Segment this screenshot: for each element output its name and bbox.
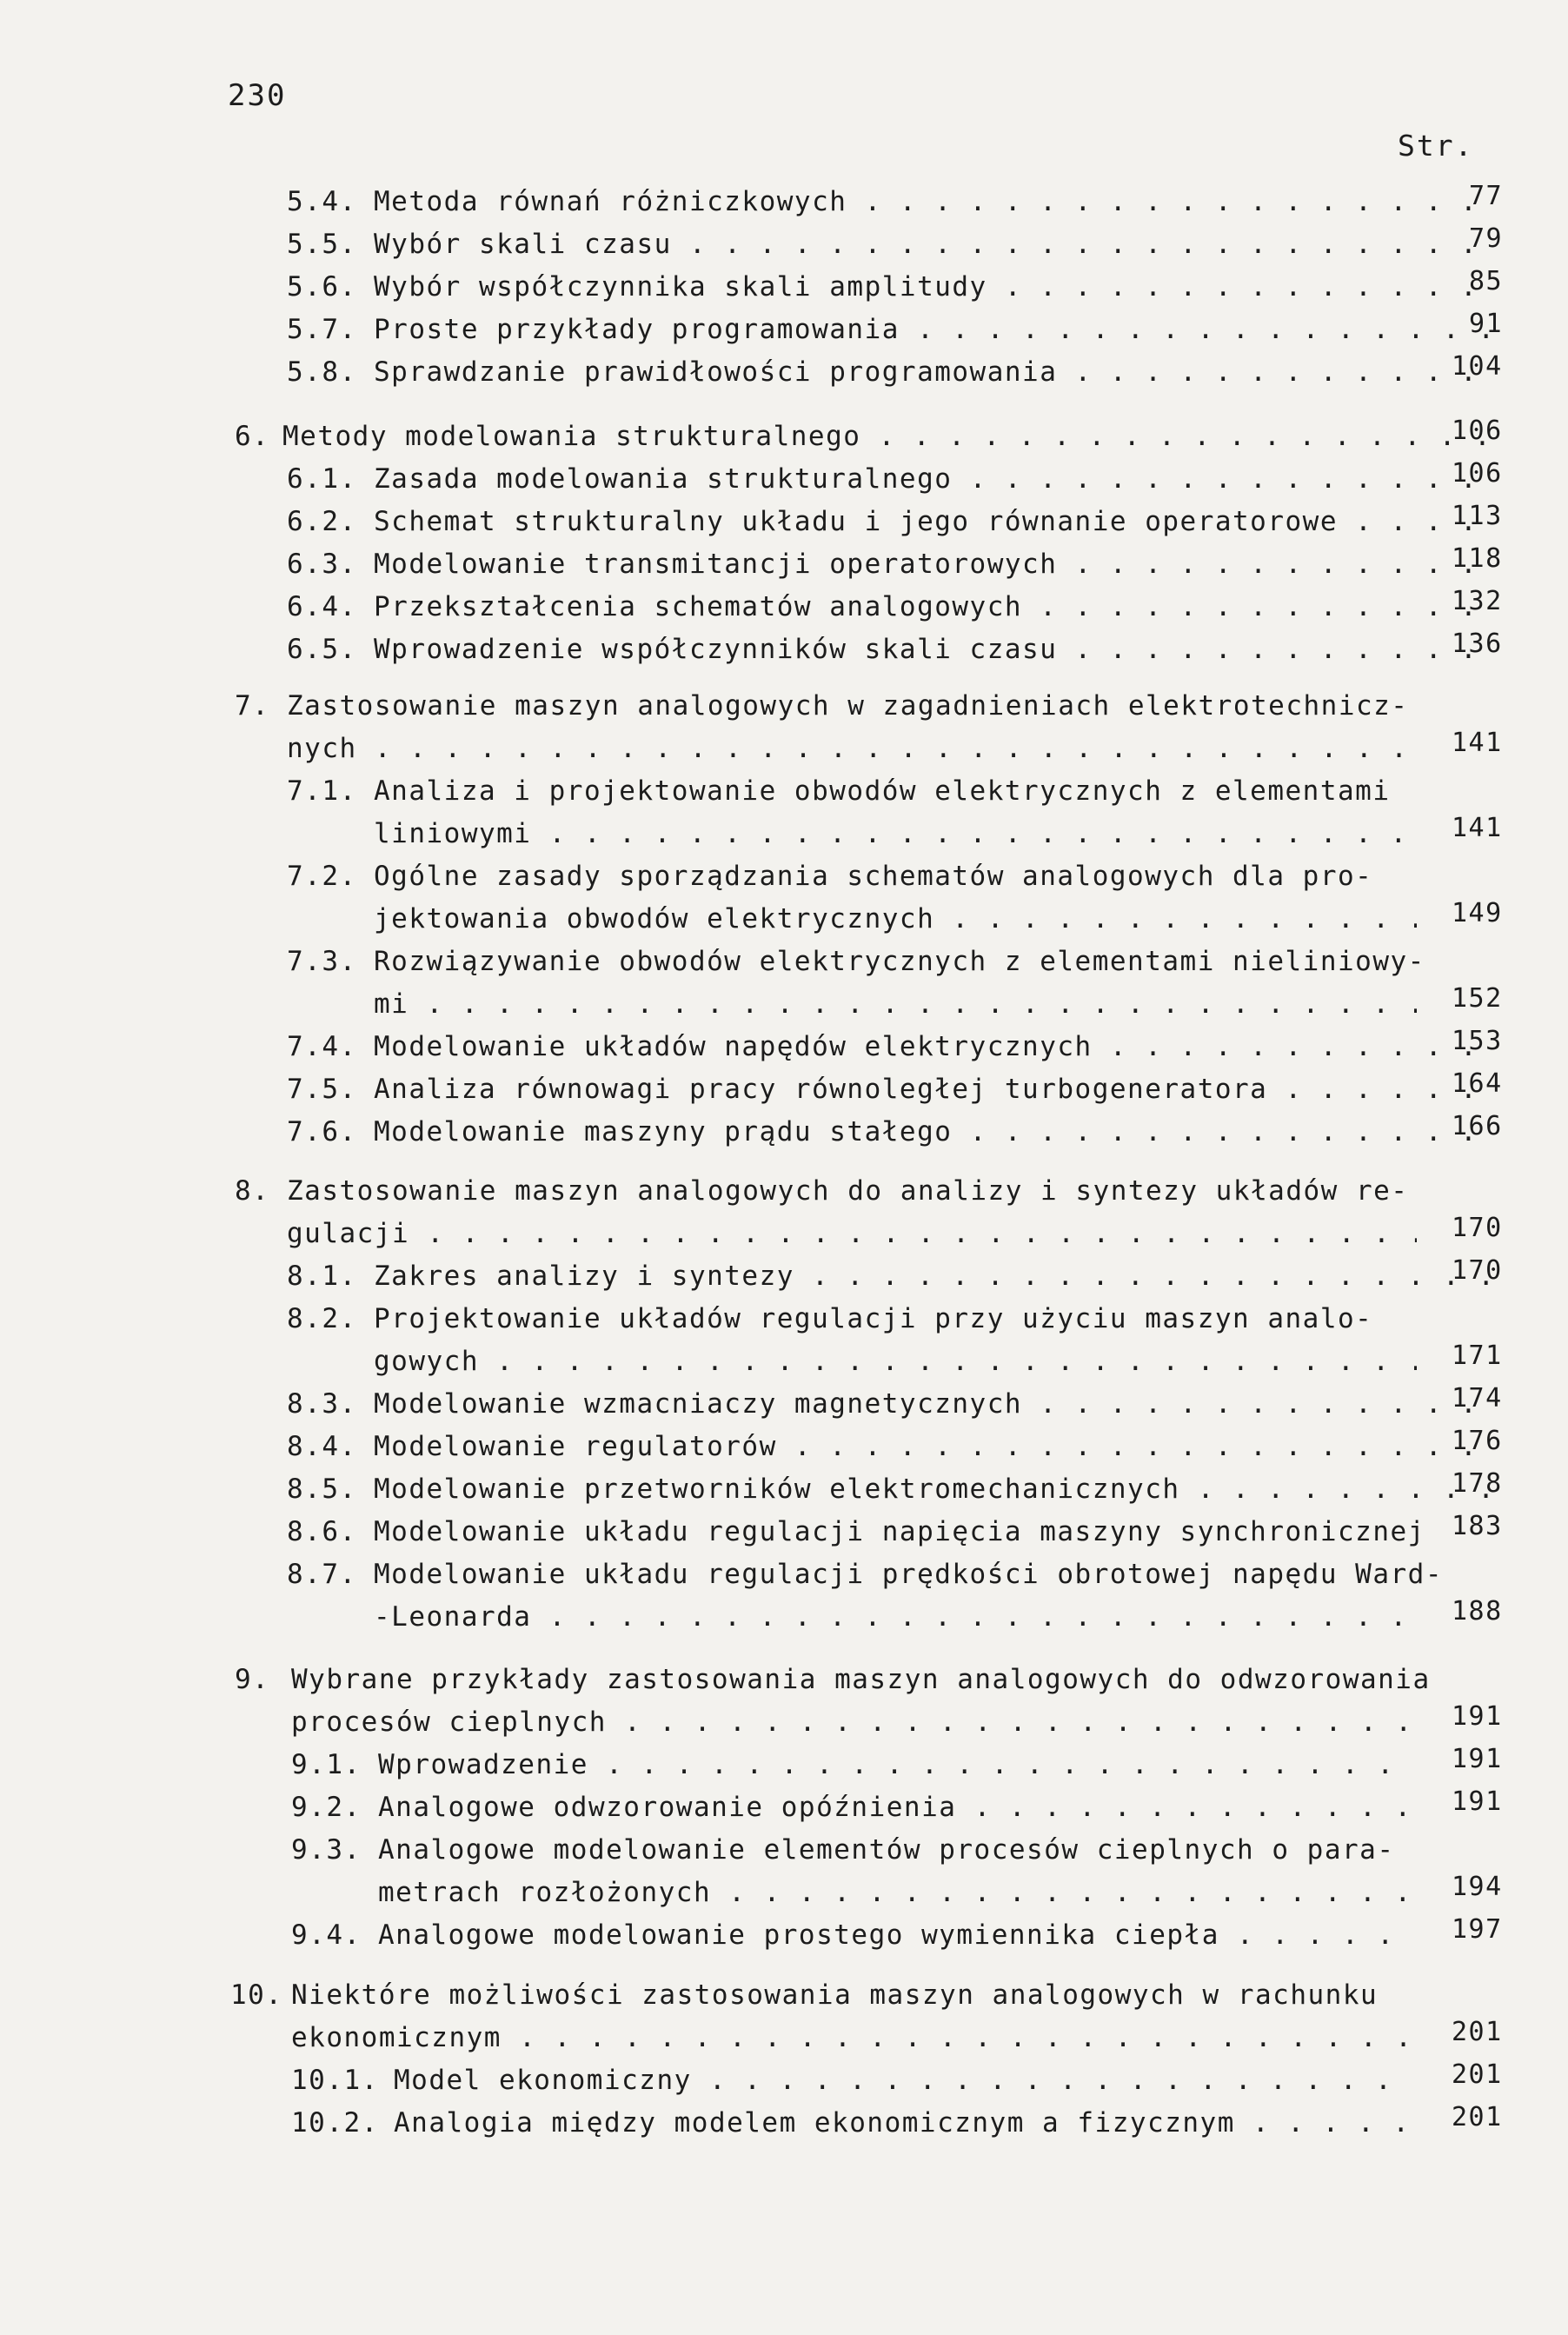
toc-entry: 8.6. Modelowanie układu regulacji napięcia maszyny synchronicznej 183 [287, 1513, 1503, 1547]
toc-entry: 6.5. Wprowadzenie współczynników skali czasu . . . 136 [287, 630, 1538, 669]
toc-entry: 8.2. Projektowanie układów regulacji przy użyciu maszyn analo- [287, 1303, 1373, 1334]
toc-entry: 8.3. Modelowanie wzmacniaczy magnetycznych . . . 174 [287, 1385, 1538, 1423]
page-number: 230 [228, 78, 287, 113]
toc-entry: 10.2. Analogia między modelem ekonomicznym a fizycznym . . . 201 [291, 2104, 1538, 2142]
toc-entry: 5.8. Sprawdzanie prawidłowości programowania . . . 104 [287, 353, 1538, 391]
toc-entry-continued: ekonomicznym . . . 201 [291, 2019, 1538, 2057]
toc-entry-continued: nych . . . 141 [287, 729, 1538, 768]
toc-entry: 5.5. Wybór skali czasu . . . 79 [287, 225, 1538, 263]
toc-entry-continued: liniowymi . . . 141 [374, 815, 1538, 853]
toc-entry: 5.7. Proste przykłady programowania . . . 91 [287, 310, 1538, 349]
toc-entry: 7.1. Analiza i projektowanie obwodów elektrycznych z elementami [287, 775, 1391, 807]
toc-entry: 8.1. Zakres analizy i syntezy . . . 170 [287, 1257, 1538, 1295]
toc-entry: 6.3. Modelowanie transmitancji operatorowych . . . 118 [287, 545, 1538, 583]
toc-entry: 6.2. Schemat strukturalny układu i jego równanie operatorowe . . . 113 [287, 502, 1538, 541]
toc-entry: 9.2. Analogowe odwzorowanie opóźnienia . . . 191 [291, 1788, 1538, 1826]
toc-entry: 9.4. Analogowe modelowanie prostego wymiennika ciepła . . . 197 [291, 1916, 1538, 1954]
toc-chapter: 6. Metody modelowania strukturalnego . . . 106 [235, 417, 1538, 456]
page-column-header: Str. [1398, 129, 1474, 163]
toc-chapter: 9. Wybrane przykłady zastosowania maszyn analogowych do odwzorowania [235, 1664, 1431, 1695]
toc-entry: 9.1. Wprowadzenie . . . 191 [291, 1746, 1538, 1784]
toc-entry: 7.6. Modelowanie maszyny prądu stałego . . . 166 [287, 1113, 1538, 1151]
toc-entry: 7.5. Analiza równowagi pracy równoległej turbogeneratora . . . 164 [287, 1070, 1538, 1108]
toc-entry-continued: -Leonarda . . . 188 [374, 1598, 1538, 1636]
toc-entry: 8.7. Modelowanie układu regulacji prędkości obrotowej napędu Ward- [287, 1559, 1443, 1590]
toc-entry: 10.1. Model ekonomiczny . . . 201 [291, 2061, 1538, 2099]
toc-entry: 7.4. Modelowanie układów napędów elektrycznych . . . 153 [287, 1028, 1538, 1066]
toc-chapter: 10. Niektóre możliwości zastosowania maszyn analogowych w rachunku [230, 1979, 1379, 2011]
toc-entry-continued: mi . . . 152 [374, 985, 1538, 1023]
toc-entry: 5.6. Wybór współczynnika skali amplitudy . . . 85 [287, 268, 1538, 306]
toc-chapter: 7. Zastosowanie maszyn analogowych w zagadnieniach elektrotechnicz- [235, 690, 1409, 722]
toc-entry: 6.4. Przekształcenia schematów analogowych . . . 132 [287, 588, 1538, 626]
toc-entry-continued: gulacji . . . 170 [287, 1214, 1538, 1253]
toc-chapter: 8. Zastosowanie maszyn analogowych do analizy i syntezy układów re- [235, 1175, 1409, 1207]
toc-entry: 9.3. Analogowe modelowanie elementów procesów cieplnych o para- [291, 1834, 1395, 1866]
toc-entry-continued: metrach rozłożonych . . . 194 [378, 1873, 1538, 1912]
toc-entry: 7.2. Ogólne zasady sporządzania schematów analogowych dla pro- [287, 861, 1373, 892]
toc-entry: 5.4. Metoda równań różniczkowych . . . 77 [287, 183, 1538, 221]
toc-entry: 7.3. Rozwiązywanie obwodów elektrycznych z elementami nieliniowy- [287, 946, 1425, 977]
toc-entry-continued: procesów cieplnych . . . 191 [291, 1703, 1538, 1741]
toc-entry-continued: gowych . . . 171 [374, 1342, 1538, 1380]
toc-entry: 8.5. Modelowanie przetworników elektromechanicznych . . . 178 [287, 1470, 1538, 1508]
toc-entry: 8.4. Modelowanie regulatorów . . . 176 [287, 1427, 1538, 1466]
toc-entry-continued: jektowania obwodów elektrycznych . . . 149 [374, 900, 1538, 938]
toc-entry: 6.1. Zasada modelowania strukturalnego . . . 106 [287, 460, 1538, 498]
